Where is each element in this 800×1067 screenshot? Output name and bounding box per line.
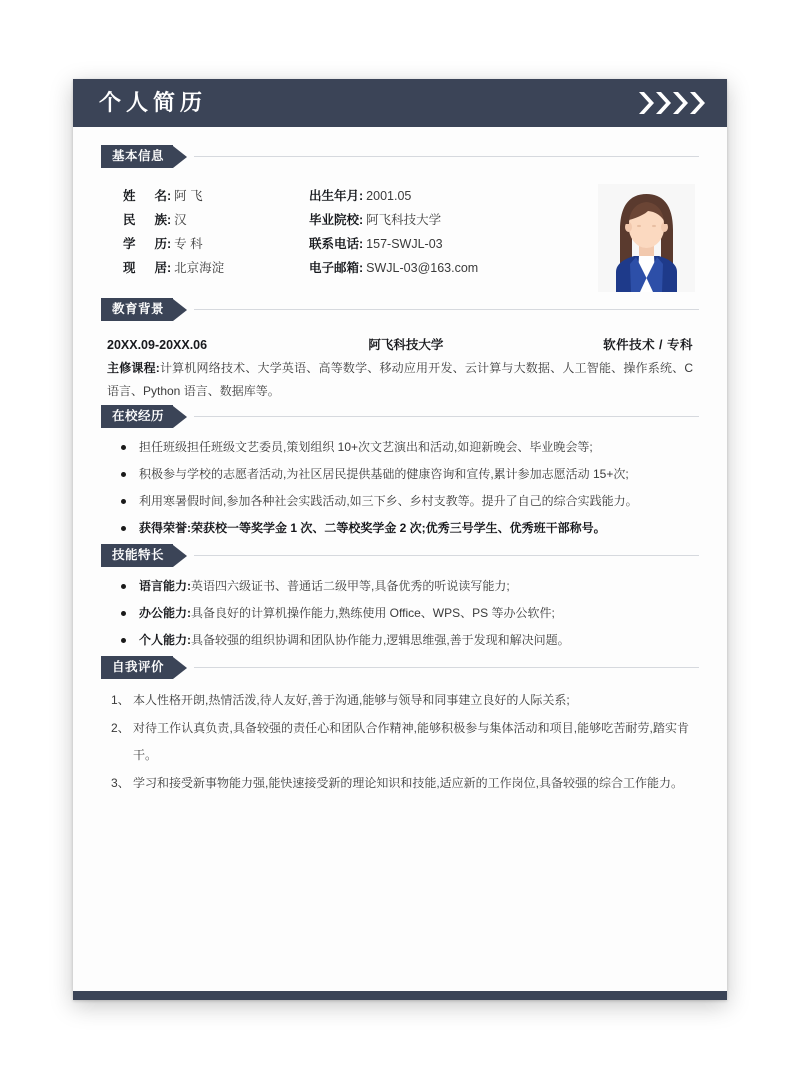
- section-divider: [194, 309, 699, 310]
- chevron-right-icon: [671, 90, 688, 116]
- info-row-ethnicity: 民族: 汉: [123, 208, 309, 232]
- section-tab-label: 在校经历: [101, 405, 173, 428]
- info-row-school: [309, 208, 559, 232]
- info-label-name: 姓名: [123, 189, 167, 203]
- resume-header: [73, 79, 727, 127]
- education-major: 软件技术 / 专科: [603, 338, 693, 352]
- chevron-right-icon: [654, 90, 671, 116]
- list-item: [111, 600, 693, 627]
- section-divider: [194, 555, 699, 556]
- info-label-birthdate: 出生年月:: [309, 189, 364, 203]
- info-row-birthdate: [309, 184, 559, 208]
- tab-arrow-icon: [173, 545, 187, 567]
- info-label-phone: 联系电话:: [309, 237, 364, 251]
- section-divider: [194, 416, 699, 417]
- info-value-birthdate: 2001.05: [366, 189, 412, 203]
- basic-info-content: [101, 174, 699, 296]
- info-value-school: 阿飞科技大学: [366, 213, 442, 227]
- self-evaluation-list: [101, 687, 699, 797]
- section-header-skills: [101, 544, 699, 567]
- info-label-residence: 现居: [123, 261, 167, 275]
- section-header-education: [101, 298, 699, 321]
- skill-text: 具备良好的计算机操作能力,熟练使用 Office、WPS、PS 等办公软件;: [191, 606, 555, 620]
- education-entry-row: [101, 327, 699, 355]
- list-text: 学习和接受新事物能力强,能快速接受新的理论知识和技能,适应新的工作岗位,具备较强的综合工作能力。: [133, 776, 684, 790]
- info-row-education-level: 学历: 专 科: [123, 232, 309, 256]
- list-item: 积极参与学校的志愿者活动,为社区居民提供基础的健康咨询和宣传,累计参加志愿活动 15+次;: [111, 461, 693, 488]
- chevron-group-icon: [637, 90, 705, 116]
- info-label-email: 电子邮箱:: [309, 261, 364, 275]
- list-item: 利用寒暑假时间,参加各种社会实践活动,如三下乡、乡村支教等。提升了自己的综合实践能力。: [111, 488, 693, 515]
- section-education: [101, 298, 699, 403]
- tab-arrow-icon: [173, 146, 187, 168]
- info-value-residence: 北京海淀: [174, 261, 225, 275]
- info-label-school: 毕业院校:: [309, 213, 364, 227]
- list-index: 1、: [111, 693, 130, 707]
- education-courses-text: 计算机网络技术、大学英语、高等数学、移动应用开发、云计算与大数据、人工智能、操作系统、C 语言、Python 语言、数据库等。: [107, 361, 694, 398]
- section-header-basic-info: [101, 145, 699, 168]
- education-courses-label: 主修课程:: [107, 361, 160, 375]
- avatar: [598, 184, 695, 292]
- page-title: 个人简历: [99, 90, 208, 115]
- basic-info-left-column: [101, 184, 309, 280]
- skill-label: 办公能力:: [139, 606, 191, 620]
- info-label-education-level: 学历: [123, 237, 167, 251]
- info-row-residence: 现居: 北京海淀: [123, 256, 309, 280]
- skill-text: 具备较强的组织协调和团队协作能力,逻辑思维强,善于发现和解决问题。: [191, 633, 570, 647]
- tab-arrow-icon: [173, 657, 187, 679]
- education-school: 阿飞科技大学: [368, 338, 444, 352]
- resume-page: [73, 79, 727, 1000]
- info-value-ethnicity: 汉: [174, 213, 187, 227]
- section-campus-experience: [101, 405, 699, 542]
- basic-info-columns: [101, 184, 598, 280]
- section-tab-label: 自我评价: [101, 656, 173, 679]
- portrait-illustration-icon: [598, 184, 695, 292]
- info-value-email: SWJL-03@163.com: [366, 261, 479, 275]
- list-item: 担任班级担任班级文艺委员,策划组织 10+次文艺演出和活动,如迎新晚会、毕业晚会等;: [111, 434, 693, 461]
- list-text: 本人性格开朗,热情活泼,待人友好,善于沟通,能够与领导和同事建立良好的人际关系;: [133, 693, 570, 707]
- list-item: [111, 715, 689, 769]
- section-tab-label: 基本信息: [101, 145, 173, 168]
- page-footer-bar: [73, 991, 727, 1000]
- list-index: 3、: [111, 776, 130, 790]
- chevron-right-icon: [688, 90, 705, 116]
- education-courses: [101, 355, 699, 403]
- basic-info-right-column: [309, 184, 559, 280]
- skill-label: 个人能力:: [139, 633, 191, 647]
- education-date: 20XX.09-20XX.06: [107, 338, 208, 352]
- skill-label: 语言能力:: [139, 579, 191, 593]
- section-divider: [194, 667, 699, 668]
- section-basic-info: [101, 145, 699, 296]
- list-item: 获得荣誉:荣获校一等奖学金 1 次、二等校奖学金 2 次;优秀三号学生、优秀班干部称号。: [111, 515, 693, 542]
- list-item: [111, 770, 689, 797]
- section-skills: [101, 544, 699, 654]
- campus-experience-list: [101, 434, 699, 542]
- list-item: [111, 573, 693, 600]
- tab-arrow-icon: [173, 406, 187, 428]
- skills-list: [101, 573, 699, 654]
- section-header-campus-experience: [101, 405, 699, 428]
- section-tab-label: 技能特长: [101, 544, 173, 567]
- section-header-self-evaluation: [101, 656, 699, 679]
- section-self-evaluation: [101, 656, 699, 797]
- info-row-phone: [309, 232, 559, 256]
- info-value-education-level: 专 科: [174, 237, 203, 251]
- list-index: 2、: [111, 721, 130, 735]
- resume-body: [73, 127, 727, 991]
- list-text: 对待工作认真负责,具备较强的责任心和团队合作精神,能够积极参与集体活动和项目,能够吃苦耐劳,踏实肯干。: [133, 721, 689, 762]
- info-row-name: 姓名: 阿 飞: [123, 184, 309, 208]
- section-divider: [194, 156, 699, 157]
- info-value-phone: 157-SWJL-03: [366, 237, 443, 251]
- list-item: [111, 687, 689, 714]
- info-row-email: [309, 256, 559, 280]
- section-tab-label: 教育背景: [101, 298, 173, 321]
- chevron-right-icon: [637, 90, 654, 116]
- info-value-name: 阿 飞: [174, 189, 203, 203]
- info-label-ethnicity: 民族: [123, 213, 167, 227]
- skill-text: 英语四六级证书、普通话二级甲等,具备优秀的听说读写能力;: [191, 579, 510, 593]
- tab-arrow-icon: [173, 299, 187, 321]
- list-item: [111, 627, 693, 654]
